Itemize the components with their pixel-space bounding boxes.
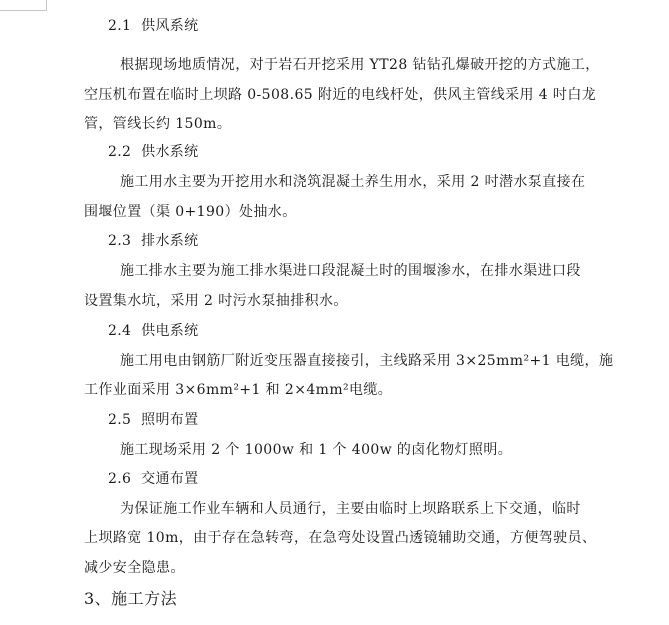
section-number: 2.6	[108, 471, 132, 487]
section-number: 2.2	[108, 144, 132, 160]
paragraph-line: 空压机布置在临时上坝路 0-508.65 附近的电线杆处，供风主管线采用 4 吋白龙	[84, 87, 597, 103]
section-title: 供水系统	[141, 144, 199, 160]
section-number: 2.3	[108, 233, 132, 249]
section-title: 交通布置	[141, 471, 199, 487]
paragraph-line: 根据现场地质情况，对于岩石开挖采用 YT28 钻钻孔爆破开挖的方式施工，	[120, 57, 600, 73]
paragraph-line: 为保证施工作业车辆和人员通行，主要由临时上坝路联系上下交通，临时	[120, 501, 581, 517]
paragraph-line: 减少安全隐患。	[84, 560, 185, 576]
section-heading-3: 3、施工方法	[84, 589, 178, 608]
section-heading-2-3	[108, 230, 198, 250]
paragraph-line: 施工用电由钢筋厂附近变压器直接接引，主线路采用 3×25mm²+1 电缆，施	[120, 353, 614, 369]
paragraph-line: 工作业面采用 3×6mm²+1 和 2×4mm²电缆。	[84, 382, 393, 398]
paragraph-line: 设置集水坑，采用 2 吋污水泵抽排积水。	[84, 293, 348, 309]
section-title: 照明布置	[141, 412, 199, 428]
section-title: 供风系统	[141, 18, 199, 34]
section-heading-2-5	[108, 409, 198, 429]
section-heading-2-2	[108, 141, 198, 161]
section-heading-2-4	[108, 320, 198, 340]
paragraph-line: 上坝路宽 10m，由于存在急转弯，在急弯处设置凸透镜辅助交通，方便驾驶员、	[84, 530, 597, 546]
section-heading-2-1	[108, 15, 198, 35]
section-heading-2-6	[108, 468, 198, 488]
section-title: 供电系统	[141, 323, 199, 339]
section-number: 2.4	[108, 323, 132, 339]
paragraph-line: 围堰位置（渠 0+190）处抽水。	[84, 204, 297, 220]
section-title: 排水系统	[141, 233, 199, 249]
paragraph-line: 施工排水主要为施工排水渠进口段混凝土时的围堰渗水，在排水渠进口段	[120, 263, 581, 279]
section-number: 2.5	[108, 412, 132, 428]
paragraph-line: 施工现场采用 2 个 1000w 和 1 个 400w 的卤化物灯照明。	[120, 442, 513, 458]
paragraph-line: 施工用水主要为开挖用水和浇筑混凝土养生用水，采用 2 吋潜水泵直接在	[120, 174, 586, 190]
paragraph-line: 管，管线长约 150m。	[84, 116, 232, 132]
section-number: 2.1	[108, 18, 132, 34]
